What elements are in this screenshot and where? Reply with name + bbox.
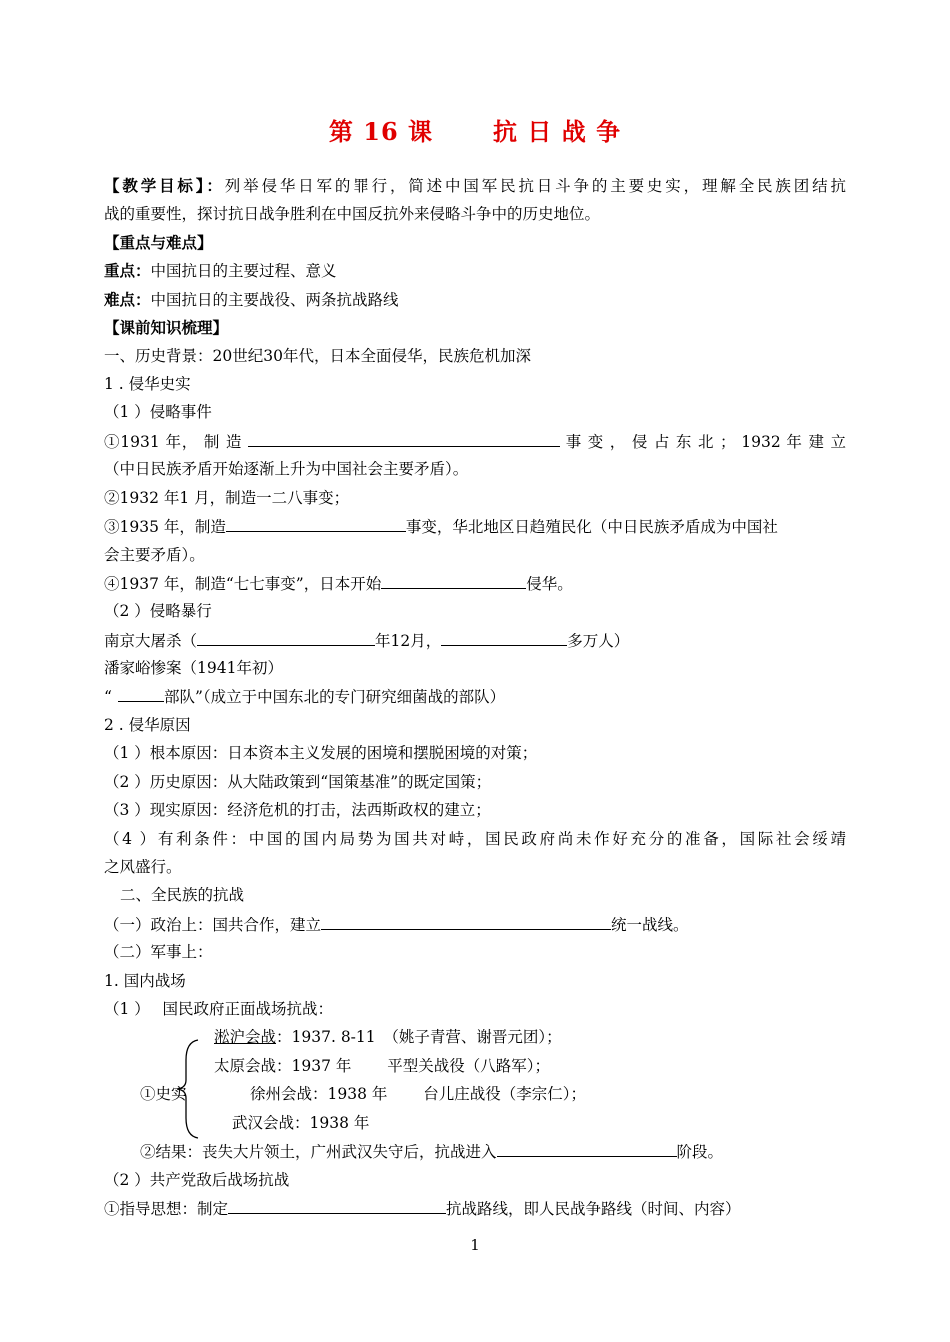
nanjing-massacre-line: [104, 630, 846, 651]
blank-resistance-line[interactable]: [228, 1198, 446, 1214]
subheading-invasion-causes: 2 . 侵华原因: [104, 716, 191, 734]
guide-text-b: 抗战路线，即人民战争路线（时间、内容）: [446, 1200, 741, 1218]
facts-label: ①史实: [140, 1085, 187, 1103]
key-label: 重点：: [104, 261, 151, 280]
result-text-a: ②结果：丧失大片领土，广州武汉失守后，抗战进入: [140, 1143, 497, 1161]
page-number: 1: [470, 1236, 480, 1254]
difficulty-label: 难点：: [104, 290, 151, 309]
event-4-line: [104, 573, 846, 594]
section-2-heading: 二、全民族的抗战: [120, 886, 245, 904]
nanjing-text-b: 年12月，: [375, 632, 442, 650]
battle-wuhan: 武汉会战：1938 年: [232, 1114, 370, 1132]
review-header: 【课前知识梳理】: [104, 318, 229, 337]
blank-incident-1931[interactable]: [248, 431, 560, 447]
goals-text-1: 列举侵华日军的罪行，简述中国军民抗日斗争的主要史实，理解全民族团结抗: [224, 177, 846, 195]
guiding-thought-line: [104, 1198, 846, 1219]
event-1-note: （中日民族矛盾开始逐渐上升为中国社会主要矛盾）。: [104, 460, 469, 478]
subheading-atrocities: （2 ）侵略暴行: [104, 602, 212, 620]
blank-nanjing-victims[interactable]: [441, 630, 567, 646]
lesson-topic: 抗 日 战 争: [493, 117, 622, 146]
battle-songhu-name: 淞沪会战: [214, 1028, 277, 1046]
event-4-text-a: ④1937 年，制造“七七事变”，日本开始: [104, 575, 382, 593]
cause-3: （3 ）现实原因：经济危机的打击，法西斯政权的建立；: [104, 801, 491, 819]
domestic-front-heading: 1. 国内战场: [104, 972, 186, 990]
goals-label: 【教学目标】：: [104, 176, 225, 195]
difficulty-line: [104, 290, 846, 310]
unit-text-b: 部队”（成立于中国东北的专门研究细菌战的部队）: [163, 688, 506, 706]
blank-invasion-type[interactable]: [381, 573, 526, 589]
event-3-note: 会主要矛盾）。: [104, 546, 205, 564]
unit-text-a: “: [104, 688, 112, 706]
difficulty-text: 中国抗日的主要战役、两条抗战路线: [150, 291, 399, 309]
result-line: [140, 1141, 844, 1162]
goals-line-2: 战的重要性，探讨抗日战争胜利在中国反抗外来侵略斗争中的历史地位。: [104, 205, 601, 223]
political-text-a: （一）政治上：国共合作，建立: [104, 916, 322, 934]
key-points-header: 【重点与难点】: [104, 233, 213, 252]
event-1-line: [104, 431, 846, 452]
nanjing-text-c: 多万人）: [567, 632, 630, 650]
cause-1: （1 ）根本原因：日本资本主义发展的困境和摆脱困境的对策；: [104, 744, 538, 762]
cause-4: （4 ）有利条件：中国的国内局势为国共对峙，国民政府尚未作好充分的准备，国际社会绥靖: [104, 830, 846, 848]
blank-unit-number[interactable]: [118, 686, 164, 702]
subheading-invasion-facts: 1 . 侵华史实: [104, 375, 191, 393]
nanjing-text-a: 南京大屠杀（: [104, 632, 198, 650]
guide-text-a: ①指导思想：制定: [104, 1200, 229, 1218]
event-3-text-a: ③1935 年，制造: [104, 518, 226, 536]
goals-line-1: [104, 176, 846, 196]
result-text-b: 阶段。: [676, 1143, 724, 1161]
event-3-line: [104, 516, 846, 537]
event-3-text-b: 事变，华北地区日趋殖民化（中日民族矛盾成为中国社: [405, 518, 778, 536]
battle-taiyuan: 太原会战：1937 年 平型关战役（八路军）；: [214, 1057, 551, 1075]
event-1-text-a: ①1931 年， 制 造: [104, 433, 243, 451]
page-title: [0, 112, 950, 147]
military-heading: （二）军事上：: [104, 943, 213, 961]
battle-xuzhou: 徐州会战：1938 年 台儿庄战役（李宗仁）；: [250, 1085, 587, 1103]
section-1-heading: 一、历史背景：20世纪30年代，日本全面侵华，民族危机加深: [104, 347, 531, 365]
blank-nanjing-year[interactable]: [197, 630, 375, 646]
blank-incident-1935[interactable]: [226, 516, 406, 532]
panjiayu-massacre-line: 潘家峪惨案（1941年初）: [104, 659, 283, 677]
battle-songhu: [214, 1027, 844, 1047]
frontal-battlefield-heading: （1 ） 国民政府正面战场抗战：: [104, 1000, 333, 1018]
battle-songhu-detail: ：1937. 8-11 （姚子青营、谢晋元团）；: [276, 1028, 562, 1046]
blank-war-stage[interactable]: [497, 1141, 677, 1157]
lesson-number: 第 16 课: [328, 117, 434, 146]
event-4-text-b: 侵华。: [526, 575, 573, 593]
cause-4-continued: 之风盛行。: [104, 858, 182, 876]
key-point-line: [104, 261, 846, 281]
cause-2: （2 ）历史原因：从大陆政策到“国策基准”的既定国策；: [104, 773, 492, 791]
unit-731-line: [104, 686, 846, 707]
political-line: [104, 914, 846, 935]
event-1-text-b: 事 变 ， 侵 占 东 北 ； 1932 年 建 立: [565, 433, 847, 451]
key-text: 中国抗日的主要过程、意义: [150, 262, 337, 280]
subheading-invasion-events: （1 ）侵略事件: [104, 403, 212, 421]
blank-united-front[interactable]: [321, 914, 611, 930]
event-2-line: ②1932 年1 月，制造一二八事变；: [104, 489, 350, 507]
political-text-b: 统一战线。: [611, 916, 689, 934]
rear-battlefield-heading: （2 ）共产党敌后战场抗战: [104, 1171, 290, 1189]
